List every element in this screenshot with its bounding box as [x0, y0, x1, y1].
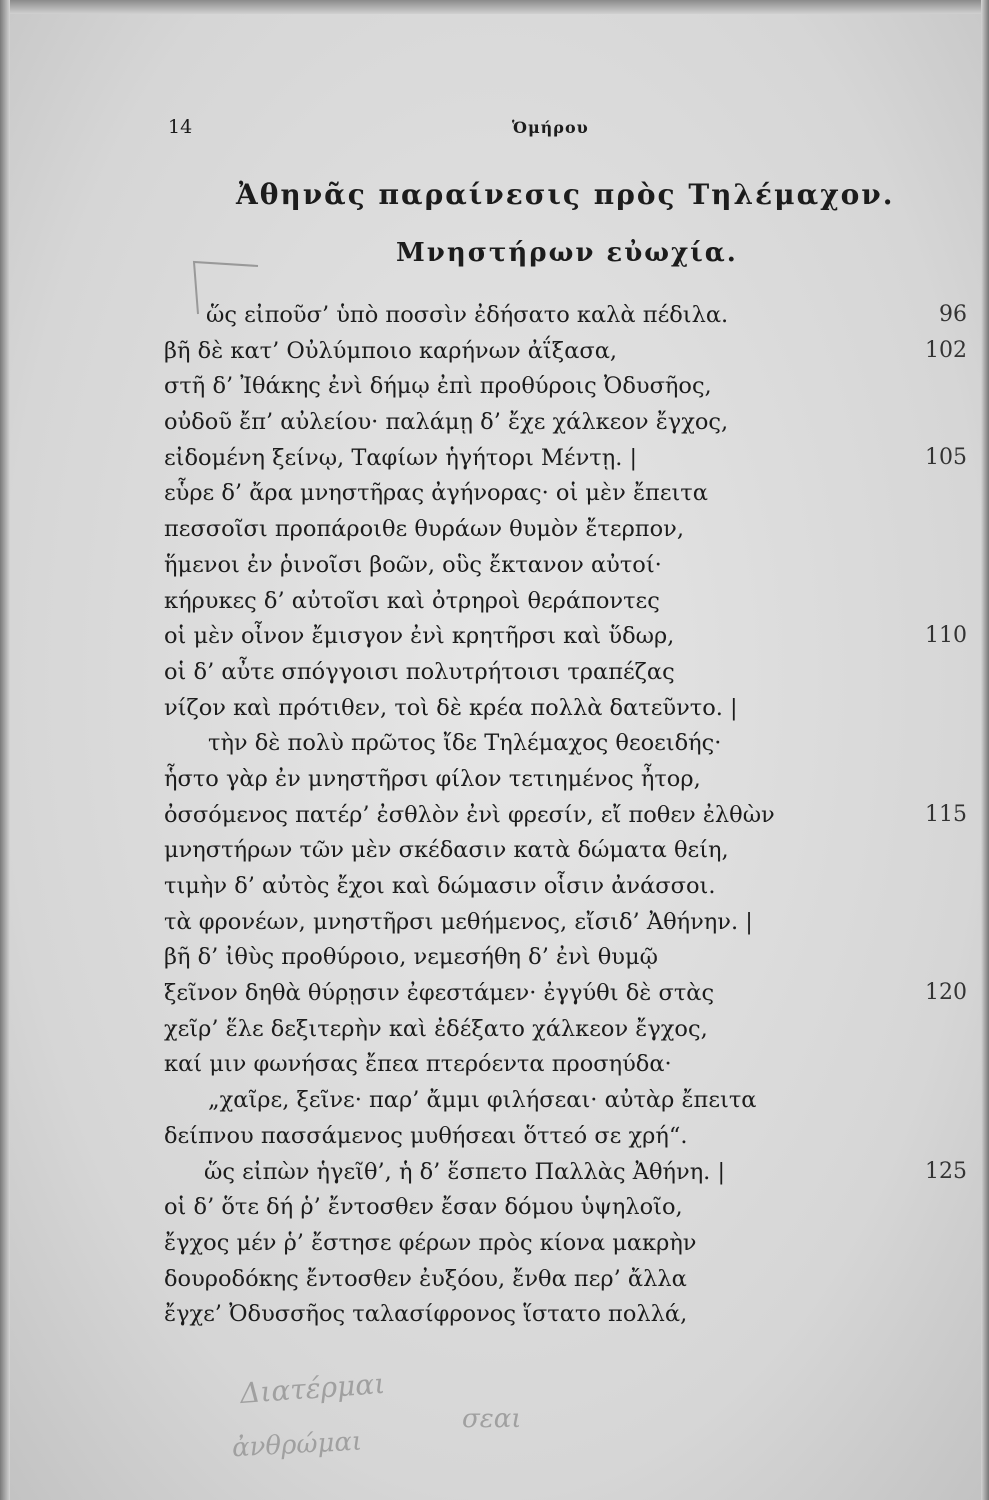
verse-line: [0, 1297, 989, 1333]
verse-line: [0, 548, 989, 584]
verse-line: [0, 869, 989, 905]
verse-text: βῆ δὲ κατ’ Οὐλύμποιο καρήνων ἀΐξασα,: [164, 337, 618, 364]
verse-line: [0, 619, 989, 655]
verse-text: τὴν δὲ πολὺ πρῶτος ἴδε Τηλέμαχος θεοειδής·: [208, 730, 722, 757]
verse-text: „χαῖρε, ξεῖνε· παρ’ ἄμμι φιλήσεαι· αὐτὰρ ἔπειτα: [208, 1087, 757, 1114]
verse-text: ὥς εἰπὼν ἡγεῖθ’, ἡ δ’ ἕσπετο Παλλὰς Ἀθήνη. |: [204, 1158, 726, 1185]
verse-line: [0, 298, 989, 334]
verse-line: [0, 1083, 989, 1119]
page-edge-top: [0, 0, 989, 14]
verse-text: ἧστο γὰρ ἐν μνηστῆρσι φίλον τετιημένος ἦτορ,: [164, 765, 701, 792]
verse-line: [0, 1047, 989, 1083]
verse-text: εἰδομένη ξείνῳ, Ταφίων ἡγήτορι Μέντῃ. |: [164, 444, 638, 471]
verse-line: [0, 334, 989, 370]
verse-text: οἱ δ’ ὅτε δή ῥ’ ἔντοσθεν ἔσαν δόμου ὑψηλοῖο,: [164, 1194, 683, 1221]
verse-line: [0, 940, 989, 976]
verse-line: [0, 1190, 989, 1226]
verse-text: οὐδοῦ ἔπ’ αὐλείου· παλάμῃ δ’ ἔχε χάλκεον ἔγχος,: [164, 409, 729, 436]
verse-text: καί μιν φωνήσας ἔπεα πτερόεντα προσηύδα·: [164, 1051, 672, 1078]
verse-line: [0, 584, 989, 620]
verse-text: ἔγχος μέν ῥ’ ἔστησε φέρων πρὸς κίονα μακρὴν: [164, 1229, 697, 1256]
verse-line: [0, 655, 989, 691]
running-head: Ὁμήρου: [512, 118, 589, 137]
verse-text: ὀσσόμενος πατέρ’ ἐσθλὸν ἐνὶ φρεσίν, εἴ ποθεν ἐλθὼν: [164, 801, 775, 828]
verse-block: [0, 298, 989, 1333]
verse-text: τιμὴν δ’ αὐτὸς ἔχοι καὶ δώμασιν οἷσιν ἀνάσσοι.: [164, 873, 716, 899]
verse-line: [0, 1012, 989, 1048]
verse-line: [0, 1119, 989, 1155]
verse-text: ἔγχε’ Ὀδυσσῆος ταλασίφρονος ἵστατο πολλά,: [164, 1301, 688, 1328]
verse-text: ξεῖνον δηθὰ θύρῃσιν ἐφεστάμεν· ἐγγύθι δὲ στὰς: [164, 980, 715, 1007]
verse-text: νίζον καὶ πρότιθεν, τοὶ δὲ κρέα πολλὰ δατεῦντο. |: [164, 694, 738, 721]
verse-line: [0, 833, 989, 869]
verse-line: [0, 976, 989, 1012]
verse-text: οἱ μὲν οἶνον ἔμισγον ἐνὶ κρητῆρσι καὶ ὕδωρ,: [164, 623, 675, 650]
verse-text: κήρυκες δ’ αὐτοῖσι καὶ ὀτρηροὶ θεράποντες: [164, 587, 660, 614]
pencil-annotation: σεαι: [462, 1404, 522, 1434]
verse-text: στῆ δ’ Ἰθάκης ἐνὶ δήμῳ ἐπὶ προθύροις Ὀδυσῆος,: [164, 373, 712, 400]
verse-line: [0, 905, 989, 941]
verse-line: [0, 1155, 989, 1191]
verse-text: βῆ δ’ ἰθὺς προθύροιο, νεμεσήθη δ’ ἐνὶ θυμῷ: [164, 944, 658, 971]
line-number: 105: [925, 444, 967, 470]
verse-line: [0, 1226, 989, 1262]
verse-line: [0, 405, 989, 441]
line-number: 125: [925, 1158, 967, 1184]
verse-text: δουροδόκης ἔντοσθεν ἐυξόου, ἔνθα περ’ ἄλλα: [164, 1265, 687, 1292]
verse-text: δείπνου πασσάμενος μυθήσεαι ὅττεό σε χρή“.: [164, 1122, 688, 1149]
verse-text: μνηστήρων τῶν μὲν σκέδασιν κατὰ δώματα θείη,: [164, 837, 729, 864]
verse-line: [0, 476, 989, 512]
verse-text: εὗρε δ’ ἄρα μνηστῆρας ἀγήνορας· οἱ μὲν ἔπειτα: [164, 480, 708, 507]
verse-text: οἱ δ’ αὖτε σπόγγοισι πολυτρήτοισι τραπέζας: [164, 658, 675, 685]
verse-line: [0, 798, 989, 834]
verse-line: [0, 369, 989, 405]
line-number: 110: [925, 623, 967, 649]
line-number: 96: [939, 302, 967, 327]
verse-text: ἥμενοι ἐν ῥινοῖσι βοῶν, οὓς ἔκτανον αὐτοί·: [164, 551, 662, 578]
verse-line: [0, 441, 989, 477]
verse-line: [0, 691, 989, 727]
verse-line: [0, 1262, 989, 1298]
line-number: 102: [925, 337, 967, 363]
pencil-annotation: Διατέρμαι: [239, 1366, 387, 1411]
verse-text: χεῖρ’ ἕλε δεξιτερὴν καὶ ἐδέξατο χάλκεον ἔγχος,: [164, 1015, 708, 1042]
verse-line: [0, 726, 989, 762]
verse-text: πεσσοῖσι προπάροιθε θυράων θυμὸν ἔτερπον,: [164, 516, 684, 543]
pencil-annotation: ἀνθρώμαι: [231, 1426, 363, 1464]
section-title: Ἀθηνᾶς παραίνεσις πρὸς Τηλέμαχον.: [236, 178, 895, 211]
section-subtitle: Μνηστήρων εὐωχία.: [396, 238, 738, 268]
verse-line: [0, 512, 989, 548]
line-number: 115: [925, 801, 967, 827]
verse-line: [0, 762, 989, 798]
verse-text: ὥς εἰποῦσ’ ὑπὸ ποσσὶν ἐδήσατο καλὰ πέδιλα.: [206, 302, 729, 328]
page-number: 14: [168, 116, 193, 138]
verse-text: τὰ φρονέων, μνηστῆρσι μεθήμενος, εἴσιδ’ Ἀθήνην. |: [164, 908, 753, 935]
line-number: 120: [925, 980, 967, 1006]
